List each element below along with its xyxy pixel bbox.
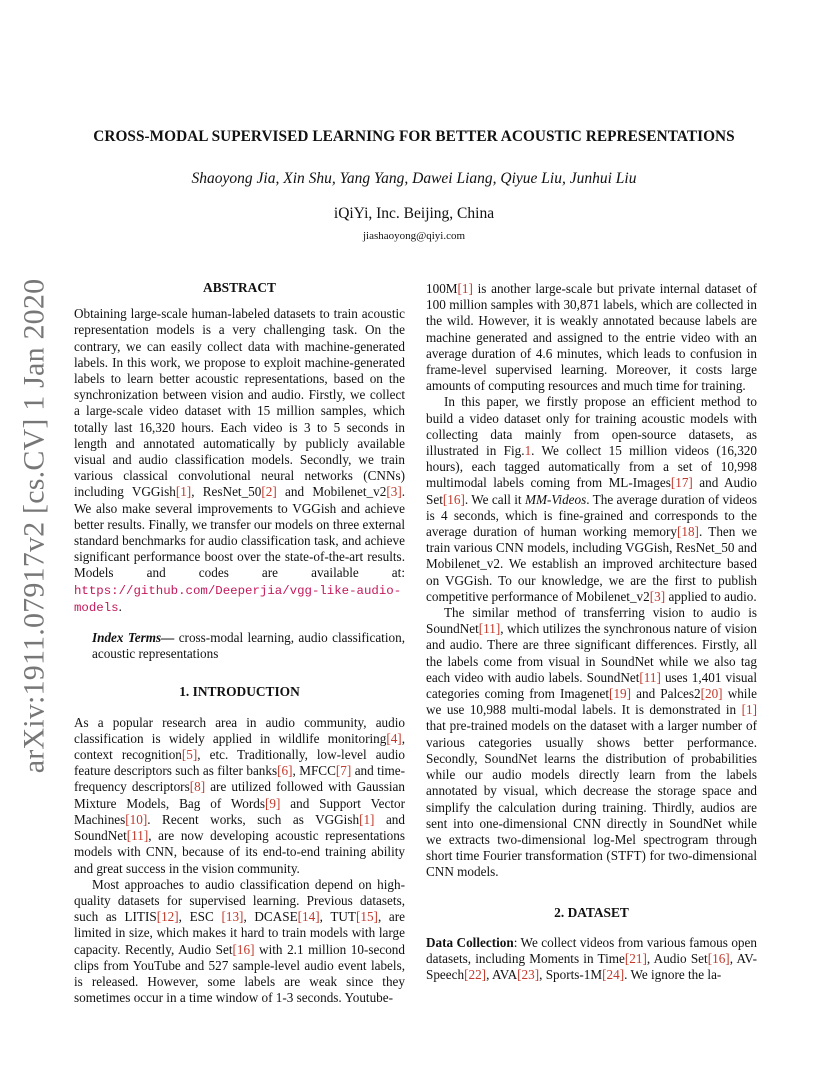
affiliation: iQiYi, Inc. Beijing, China [333,205,495,222]
citation-link[interactable]: [24] [602,967,625,983]
dataset-paragraph-1: Data Collection: We collect videos from various famous open datasets, including Moments in Time[21], Audio Set[16], AV-Speech[22], AVA[23], Sports-1M[24]. We ignore the la- [426,934,757,983]
right-paragraph-1: 100M[1] is another large-scale but private internal dataset of 100 million samples with 30,871 labels, which are collected in the wild. However, it is weakly annotated because labels are machine generated and assigned to the entrie video with an average duration of 4.6 minutes, which leads to confusion in frame-level supervised learning. Moreover, it costs large amounts of computing resources and much time for training. [426,281,757,394]
citation-link[interactable]: [18] [676,524,699,540]
citation-link[interactable]: [12] [156,909,179,925]
citation-link[interactable]: [4] [386,730,402,746]
citation-link[interactable]: [2] [261,484,277,500]
intro-paragraph-1: As a popular research area in audio community, audio classification is widely applied in wildlife monitoring[4], context recognition[5], etc. Traditionally, low-level audio feature descriptors such as filter banks[6], MFCC[7] and time-frequency descriptors[8] are utilized followed with Gaussian Mixture Models, Bag of Words[9] and Support Vector Machines[10]. Recent works, such as VGGish[1] and SoundNet[11], are now developing acoustic representations models with CNN, because of its end-to-end training ability and great success in the vision community. [74,714,406,876]
citation-link[interactable]: [9] [264,795,281,811]
citation-link[interactable]: [13] [221,909,244,925]
abstract-paragraph: Obtaining large-scale human-labeled datasets to train acoustic representation models is a very challenging task. On the contrary, we can easily collect data with machine-generated labels. In this work, we propose to exploit machine-generated labels to learn better acoustic representations, based on the synchronization between vision and audio. Firstly, we collect a large-scale video dataset with 15 million samples, which totally last 16,320 hours. Each video is 3 to 5 seconds in length and annotated automatically by publicly available visual and audio classification models. Secondly, we train various classical convolutional neural networks (CNNs) including VGGish[1], ResNet_50[2] and Mobilenet_v2[3]. We also make several improvements to VGGish and achieve better results. Finally, we transfer our models on three external standard benchmarks for audio classification task, and achieve significant performance boost over the state-of-the-art results. Models and codes are available at: https://github.com/Deeperjia/vgg-like-audio-models. [74,306,406,615]
left-column [74,280,405,1006]
citation-link[interactable]: [14] [297,909,320,925]
citation-link[interactable]: [3] [649,588,666,604]
right-paragraph-2: In this paper, we firstly propose an efficient method to build a video dataset only for training acoustic models with collecting data mainly from open-source datasets, as illustrated in Fig.1. We collect 15 million videos (16,320 hours), each tagged automatically from a set of 10,998 multimodal labels coming from ML-Images[17] and Audio Set[16]. We call it MM-Videos. The average duration of videos is 4 seconds, which is fine-grained and corresponds to the average duration of human working memory[18]. Then we train various CNN models, including VGGish, ResNet_50 and Mobilenet_v2. We establish an improved architecture based on VGGish. To our knowledge, we are the first to publish competitive performance of Mobilenet_v2[3] applied to audio. [426,394,757,604]
citation-link[interactable]: [16] [707,950,730,966]
author-list: Shaoyong Jia, Xin Shu, Yang Yang, Dawei Liang, Qiyue Liu, Junhui Liu [191,170,637,187]
arxiv-identifier-text: arXiv:1911.07917v2 [cs.CV] 1 Jan 2020 [17,278,51,774]
dataset-name: MM-Videos [524,491,587,507]
citation-link[interactable]: [17] [670,475,693,491]
dataset-heading: 2. DATASET [554,904,629,920]
citation-link[interactable]: [11] [126,828,149,844]
citation-link[interactable]: [21] [624,950,647,966]
contact-email: jiashaoyong@qiyi.com [362,230,466,242]
figure-reference-link[interactable]: 1 [524,443,532,459]
arxiv-identifier [4,278,64,774]
right-column [426,281,757,983]
citation-link[interactable]: [20] [700,686,723,702]
intro-paragraph-2: Most approaches to audio classification depend on high-quality datasets for supervised learning. Previous datasets, such as LITIS[12], ESC [13], DCASE[14], TUT[15], are limited in size, which makes it hard to train models with large capacity. Recently, Audio Set[16] with 2.1 million 10-second clips from YouTube and 527 sample-level audio event labels, is released. However, some labels are weak since they sometimes occur in a time window of 1-3 seconds. Youtube- [74,876,405,1006]
citation-link[interactable]: [1] [457,281,473,296]
citation-link[interactable]: [22] [464,967,487,983]
citation-link[interactable]: [1] [359,811,375,827]
citation-link[interactable]: [7] [335,763,352,779]
abstract-heading: ABSTRACT [203,280,276,295]
index-terms: Index Terms— cross-modal learning, audio classification, acoustic representations [92,630,405,662]
code-url-link[interactable]: https://github.com/Deeperjia/vgg-like-audio-models [74,583,402,615]
citation-link[interactable]: [16] [232,941,255,957]
citation-link[interactable]: [11] [478,621,501,637]
citation-link[interactable]: [15] [355,909,378,925]
citation-link[interactable]: [11] [639,669,661,685]
citation-link[interactable]: [5] [181,747,198,763]
citation-link[interactable]: [23] [517,967,540,983]
paper-title: CROSS-MODAL SUPERVISED LEARNING FOR BETTER ACOUSTIC REPRESENTATIONS [93,128,735,145]
citation-link[interactable]: [8] [189,779,206,795]
citation-link[interactable]: [19] [609,686,632,702]
citation-link[interactable]: [16] [442,491,465,507]
right-paragraph-3: The similar method of transferring vision to audio is SoundNet[11], which utilizes the synchronous nature of vision and audio. There are three significant differences. Firstly, all the labels come from visual in SoundNet while we also tag each video with audio labels. SoundNet[11] uses 1,401 visual categories coming from Imagenet[19] and Palces2[20] while we use 10,988 multi-modal labels. It is demonstrated in [1] that pre-trained models on the dataset with a larger number of various categories usually shows better performance. Secondly, SoundNet learns the distribution of probabilities while our audio models directly learn from the labels annotated by visual, which decrease the storage space and simplify the calculation during training. Thirdly, audios are sent into one-dimensional CNN directly in SoundNet while we extracts two-dimensional log-Mel spectrogram through short time Fourier transformation (STFT) for two-dimensional CNN models. [426,605,757,880]
citation-link[interactable]: [6] [277,763,293,779]
citation-link[interactable]: [3] [386,484,402,500]
citation-link[interactable]: [1] [741,702,757,718]
data-collection-label: Data Collection [426,934,514,950]
introduction-heading: 1. INTRODUCTION [179,684,300,700]
citation-link[interactable]: [1] [175,484,192,500]
index-terms-label: Index Terms— [92,630,175,646]
citation-link[interactable]: [10] [125,811,148,827]
